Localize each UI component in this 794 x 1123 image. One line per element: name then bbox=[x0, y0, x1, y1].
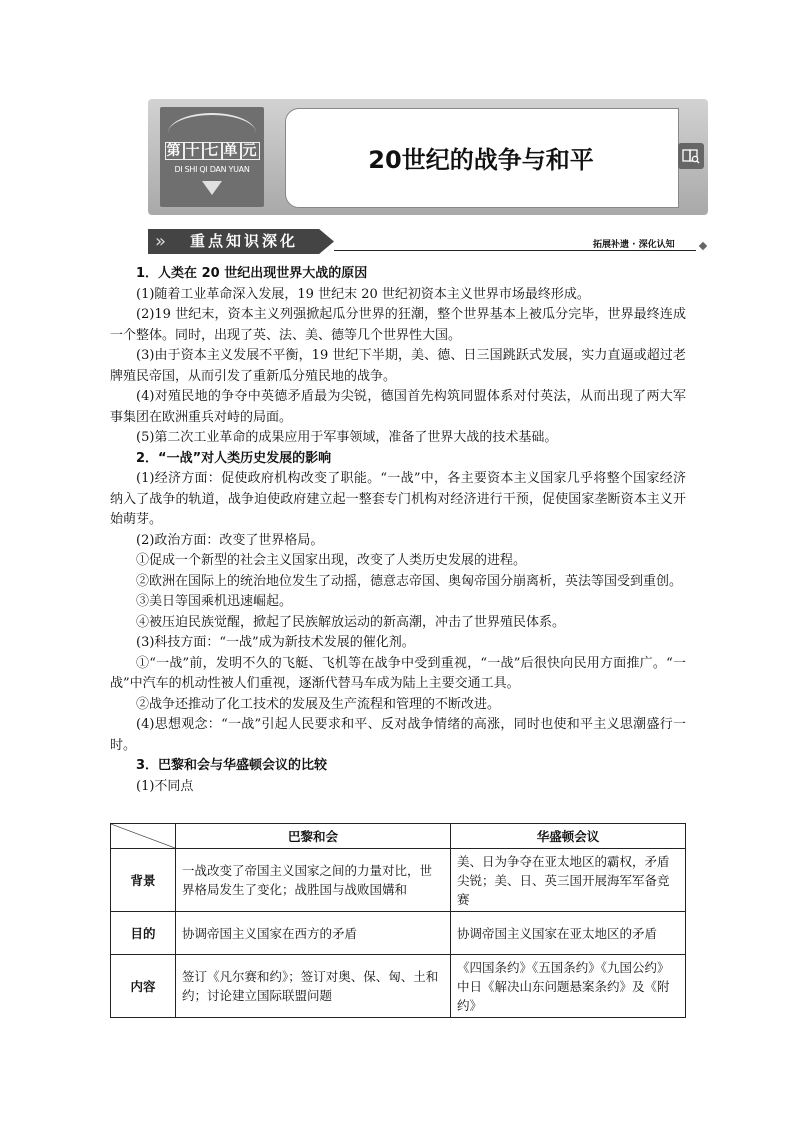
paragraph: (2)19 世纪末，资本主义列强掀起瓜分世界的狂潮，整个世界基本上被瓜分完毕，世界最终连成一个整体。同时，出现了英、法、美、德等几个世界性大国。 bbox=[110, 307, 686, 343]
paragraph: (4)思想观念：“一战”引起人民要求和平、反对战争情绪的高涨，同时也使和平主义思潮盛行一时。 bbox=[110, 717, 686, 753]
paragraph: (3)科技方面：“一战”成为新技术发展的催化剂。 bbox=[136, 635, 415, 650]
paragraph: (1)随着工业革命深入发展，19 世纪末 20 世纪初资本主义世界市场最终形成。 bbox=[136, 286, 590, 302]
paragraph: ②欧洲在国际上的统治地位发生了动摇，德意志帝国、奥匈帝国分崩离析，英法等国受到重创。 bbox=[136, 573, 683, 589]
table-cell: 《四国条约》《五国条约》《九国公约》中日《解决山东问题悬案条约》及《附约》 bbox=[451, 955, 686, 1018]
paragraph: ④被压迫民族觉醒，掀起了民族解放运动的新高潮，冲击了世界殖民体系。 bbox=[136, 614, 566, 630]
paragraph: ①“一战”前，发明不久的飞艇、飞机等在战争中受到重视，“一战”后很快向民用方面推广。“一战”中汽车的机动性被人们重视，逐渐代替马车成为陆上主要交通工具。 bbox=[110, 655, 686, 691]
table-header-row bbox=[111, 824, 686, 849]
double-chevron-icon: » bbox=[155, 231, 167, 252]
unit-title-char: 第 bbox=[166, 143, 182, 159]
paragraph: (5)第二次工业革命的成果应用于军事领域，准备了世界大战的技术基础。 bbox=[136, 430, 558, 445]
book-search-icon bbox=[678, 143, 704, 169]
section-divider bbox=[334, 250, 696, 251]
unit-title bbox=[160, 140, 264, 160]
paragraph: (1)不同点 bbox=[136, 778, 194, 794]
table-cell: 协调帝国主义国家在亚太地区的矛盾 bbox=[451, 912, 686, 955]
table-corner-cell bbox=[111, 824, 176, 849]
table-cell: 协调帝国主义国家在西方的矛盾 bbox=[176, 912, 451, 955]
row-label: 背景 bbox=[111, 849, 176, 912]
book-search-icon-glyph bbox=[682, 148, 700, 164]
heading-1: 1．人类在 20 世纪出现世界大战的原因 bbox=[136, 266, 368, 281]
paragraph: ②战争还推动了化工技术的发展及生产流程和管理的不断改进。 bbox=[136, 696, 501, 712]
paragraph: (1)经济方面：促使政府机构改变了职能。“一战”中，各主要资本主义国家几乎将整个国家经济纳入了战争的轨道，战争迫使政府建立起一整套专门机构对经济进行干预，促使国家垄断资本主义开始萌芽。 bbox=[110, 471, 686, 527]
page-title: 20世纪的战争与和平 bbox=[368, 146, 594, 174]
section-title: 重点知识深化 bbox=[190, 232, 299, 250]
table-row bbox=[111, 912, 686, 955]
paragraph: ①促成一个新型的社会主义国家出现，改变了人类历史发展的进程。 bbox=[136, 553, 527, 568]
comparison-table bbox=[110, 823, 686, 1018]
table-row bbox=[111, 955, 686, 1018]
unit-badge bbox=[160, 107, 264, 207]
row-label: 目的 bbox=[111, 912, 176, 955]
body-text bbox=[110, 264, 686, 797]
unit-pinyin: DI SHI QI DAN YUAN bbox=[174, 165, 250, 174]
unit-title-char: 元 bbox=[242, 143, 258, 159]
heading-2: 2．“一战”对人类历史发展的影响 bbox=[136, 450, 332, 466]
heading-3: 3．巴黎和会与华盛顿会议的比较 bbox=[136, 758, 328, 773]
table-row bbox=[111, 849, 686, 912]
unit-title-char: 十 bbox=[185, 143, 201, 159]
table-cell: 签订《凡尔赛和约》；签订对奥、保、匈、土和约；讨论建立国际联盟问题 bbox=[176, 955, 451, 1018]
down-triangle-icon bbox=[202, 181, 222, 195]
paragraph: (4)对殖民地的争夺中英德矛盾最为尖锐，德国首先构筑同盟体系对付英法，从而出现了两大军事集团在欧洲重兵对峙的局面。 bbox=[110, 389, 686, 425]
paragraph: ③美日等国乘机迅速崛起。 bbox=[136, 594, 293, 609]
unit-title-char: 单 bbox=[223, 143, 239, 159]
section-right-label: 拓展补遗 · 深化认知 bbox=[593, 240, 675, 250]
table-header-washington: 华盛顿会议 bbox=[451, 824, 686, 849]
table-cell: 一战改变了帝国主义国家之间的力量对比，世界格局发生了变化；战胜国与战败国媾和 bbox=[176, 849, 451, 912]
unit-title-char: 七 bbox=[204, 143, 220, 159]
row-label: 内容 bbox=[111, 955, 176, 1018]
paragraph: (3)由于资本主义发展不平衡，19 世纪下半期，美、德、日三国跳跃式发展，实力直逼或超过老牌殖民帝国，从而引发了重新瓜分殖民地的战争。 bbox=[110, 348, 686, 384]
table-cell: 美、日为争夺在亚太地区的霸权，矛盾尖锐；美、日、英三国开展海军军备竞赛 bbox=[451, 849, 686, 912]
paragraph: (2)政治方面：改变了世界格局。 bbox=[136, 532, 324, 548]
table-header-paris: 巴黎和会 bbox=[176, 824, 451, 849]
diamond-icon bbox=[699, 242, 707, 250]
